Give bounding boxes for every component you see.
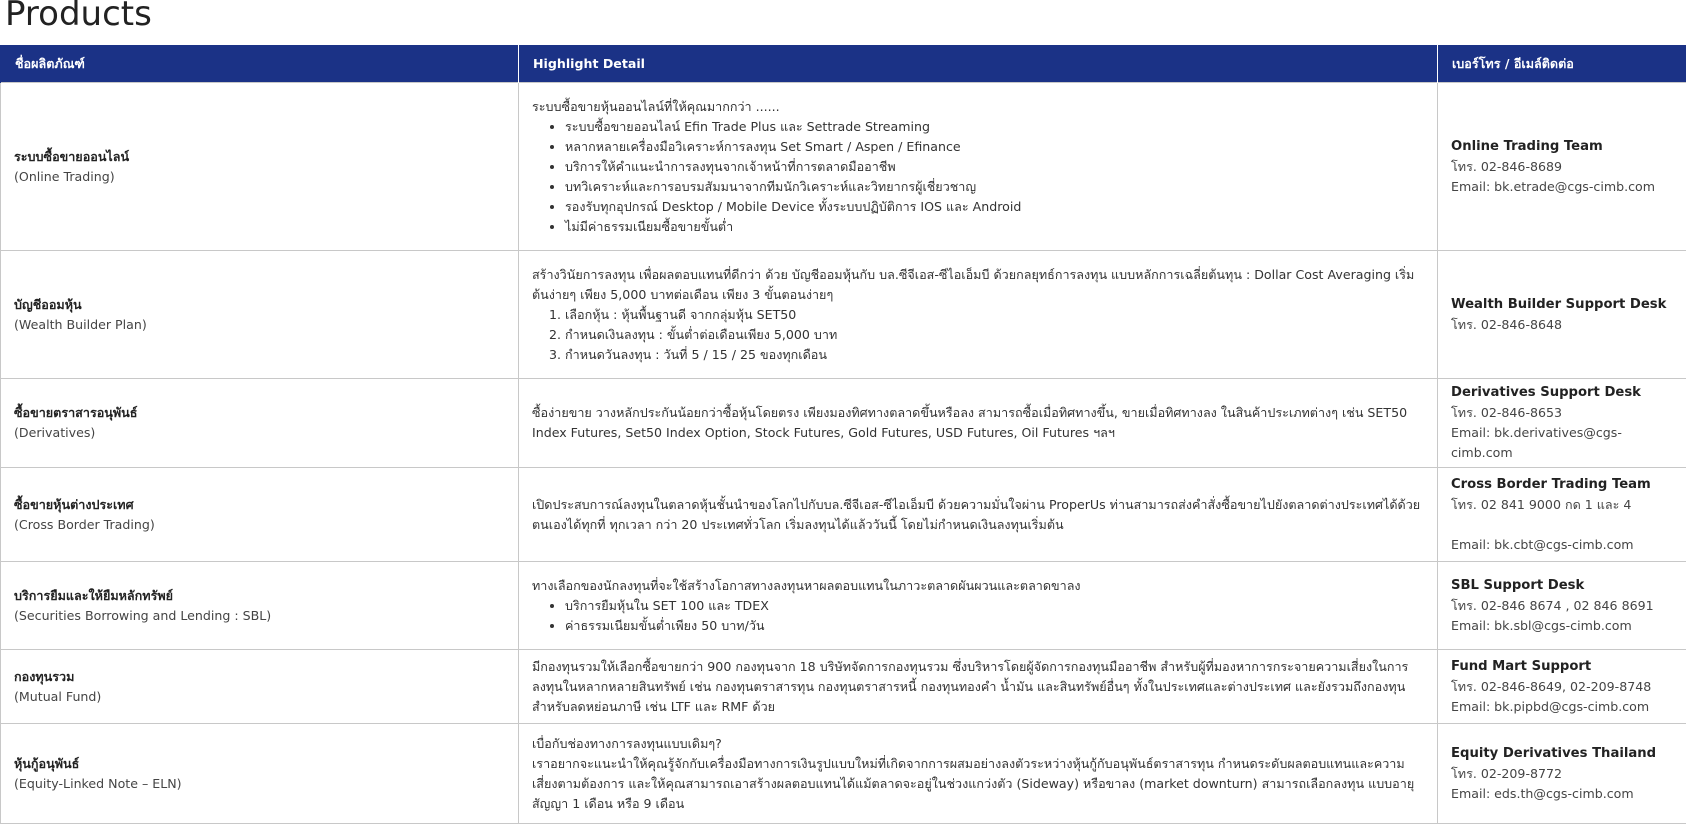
contact-team: Equity Derivatives Thailand [1451, 744, 1673, 764]
contact-phone: โทร. 02-209-8772 [1451, 764, 1673, 784]
column-header-product-name: ชื่อผลิตภัณฑ์ [1, 45, 519, 83]
contact-phone: โทร. 02-846-8648 [1451, 315, 1673, 335]
contact-email: Email: bk.derivatives@cgs-cimb.com [1451, 423, 1673, 463]
list-item: 2. กำหนดเงินลงทุน : ขั้นต่ำต่อเดือนเพียง 5,000 บาท [565, 325, 1424, 345]
highlight-detail-cell [519, 724, 1438, 824]
detail-bullet-list [532, 117, 1424, 237]
product-subtitle: (Cross Border Trading) [14, 515, 505, 535]
list-item: • บทวิเคราะห์และการอบรมสัมมนาจากทีมนักวิเคราะห์และวิทยากรผู้เชี่ยวชาญ [565, 177, 1424, 197]
product-name: หุ้นกู้อนุพันธ์ [14, 754, 505, 774]
detail-intro: ทางเลือกของนักลงทุนที่จะใช้สร้างโอกาสทางลงทุนหาผลตอบแทนในภาวะตลาดผันผวนและตลาดขาลง [532, 576, 1424, 596]
highlight-detail-cell [519, 379, 1438, 468]
product-name-cell [1, 562, 519, 650]
product-subtitle: (Online Trading) [14, 167, 505, 187]
list-item: • บริการยืมหุ้นใน SET 100 และ TDEX [565, 596, 1424, 616]
list-item: • ไม่มีค่าธรรมเนียมซื้อขายขั้นต่ำ [565, 217, 1424, 237]
contact-email: Email: bk.etrade@cgs-cimb.com [1451, 177, 1673, 197]
contact-spacer [1451, 515, 1673, 535]
detail-intro: สร้างวินัยการลงทุน เพื่อผลตอบแทนที่ดีกว่า ด้วย บัญชีออมหุ้นกับ บล.ซีจีเอส-ซีไอเอ็มบี ด้วยกลยุทธ์การลงทุน แบบหลักการเฉลี่ยต้นทุน : Dollar Cost Averaging เริ่มต้นง่ายๆ เพียง 5,000 บาทต่อเดือน เพียง 3 ขั้นตอนง่ายๆ [532, 265, 1424, 305]
product-name: กองทุนรวม [14, 667, 505, 687]
contact-email: Email: bk.sbl@cgs-cimb.com [1451, 616, 1673, 636]
detail-intro: มีกองทุนรวมให้เลือกซื้อขายกว่า 900 กองทุนจาก 18 บริษัทจัดการกองทุนรวม ซึ่งบริหารโดยผู้จัดการกองทุนมืออาชีพ สำหรับผู้ที่มองหาการกระจายความเสี่ยงในการลงทุนในหลากหลายสินทรัพย์ เช่น กองทุนตราสารทุน กองทุนตราสารหนี้ กองทุนทองคำ น้ำมัน และสินทรัพย์อื่นๆ ทั้งในประเทศและต่างประเทศ และยังรวมถึงกองทุนสำหรับลดหย่อนภาษี เช่น LTF และ RMF ด้วย [532, 657, 1424, 717]
highlight-detail-cell [519, 468, 1438, 562]
table-row [1, 251, 1686, 379]
list-item: • ระบบซื้อขายออนไลน์ Efin Trade Plus และ Settrade Streaming [565, 117, 1424, 137]
product-name: ระบบซื้อขายออนไลน์ [14, 147, 505, 167]
contact-team: Online Trading Team [1451, 137, 1673, 157]
contact-cell [1438, 251, 1686, 379]
detail-intro: เบื่อกับช่องทางการลงทุนแบบเดิมๆ? [532, 734, 1424, 754]
column-header-contact: เบอร์โทร / อีเมล์ติดต่อ [1438, 45, 1686, 83]
product-name: ซื้อขายตราสารอนุพันธ์ [14, 403, 505, 423]
highlight-detail-cell [519, 83, 1438, 251]
highlight-detail-cell [519, 251, 1438, 379]
product-subtitle: (Wealth Builder Plan) [14, 315, 505, 335]
contact-cell [1438, 650, 1686, 724]
contact-phone: โทร. 02-846-8653 [1451, 403, 1673, 423]
contact-team: Fund Mart Support [1451, 657, 1673, 677]
table-row [1, 379, 1686, 468]
list-item: • รองรับทุกอุปกรณ์ Desktop / Mobile Device ทั้งระบบปฏิบัติการ IOS และ Android [565, 197, 1424, 217]
contact-email: Email: eds.th@cgs-cimb.com [1451, 784, 1673, 804]
detail-intro: ระบบซื้อขายหุ้นออนไลน์ที่ให้คุณมากกว่า ...... [532, 97, 1424, 117]
product-subtitle: (Mutual Fund) [14, 687, 505, 707]
product-name-cell [1, 650, 519, 724]
list-item: • หลากหลายเครื่องมือวิเคราะห์การลงทุน Set Smart / Aspen / Efinance [565, 137, 1424, 157]
product-subtitle: (Derivatives) [14, 423, 505, 443]
list-item: 1. เลือกหุ้น : หุ้นพื้นฐานดี จากกลุ่มหุ้น SET50 [565, 305, 1424, 325]
contact-phone: โทร. 02-846-8649, 02-209-8748 [1451, 677, 1673, 697]
table-row [1, 83, 1686, 251]
table-row [1, 724, 1686, 824]
contact-email: Email: bk.cbt@cgs-cimb.com [1451, 535, 1673, 555]
detail-step-list [532, 305, 1424, 365]
contact-cell [1438, 83, 1686, 251]
contact-team: SBL Support Desk [1451, 576, 1673, 596]
product-name-cell [1, 724, 519, 824]
table-header-row [1, 45, 1686, 83]
contact-cell [1438, 562, 1686, 650]
product-subtitle: (Equity-Linked Note – ELN) [14, 774, 505, 794]
list-item: 3. กำหนดวันลงทุน : วันที่ 5 / 15 / 25 ของทุกเดือน [565, 345, 1424, 365]
detail-intro: ซื้อง่ายขาย วางหลักประกันน้อยกว่าซื้อหุ้นโดยตรง เพียงมองทิศทางตลาดขึ้นหรือลง สามารถซื้อเมื่อทิศทางขึ้น, ขายเมื่อทิศทางลง ในสินค้าประเภทต่างๆ เช่น SET50 Index Futures, Set50 Index Option, Stock Futures, Gold Futures, USD Futures, Oil Futures ฯลฯ [532, 403, 1424, 443]
contact-team: Derivatives Support Desk [1451, 383, 1673, 403]
contact-cell [1438, 379, 1686, 468]
detail-paragraph: เราอยากจะแนะนำให้คุณรู้จักกับเครื่องมือทางการเงินรูปแบบใหม่ที่เกิดจากการผสมอย่างลงตัวระหว่างหุ้นกู้กับอนุพันธ์ตราสารทุน กำหนดระดับผลตอบแทนและความเสี่ยงตามต้องการ และให้คุณสามารถเอาสร้างผลตอบแทนได้แม้ตลาดจะอยู่ในช่วงแกว่งตัว (Sideway) หรือขาลง (market downturn) สามารถเลือกลงทุน แบบอายุสัญญา 1 เดือน หรือ 9 เดือน [532, 754, 1424, 814]
column-header-highlight-detail: Highlight Detail [519, 45, 1438, 83]
product-subtitle: (Securities Borrowing and Lending : SBL) [14, 606, 505, 626]
list-item: • บริการให้คำแนะนำการลงทุนจากเจ้าหน้าที่การตลาดมืออาชีพ [565, 157, 1424, 177]
product-name: บัญชีออมหุ้น [14, 295, 505, 315]
contact-phone: โทร. 02-846-8689 [1451, 157, 1673, 177]
contact-cell [1438, 468, 1686, 562]
highlight-detail-cell [519, 562, 1438, 650]
contact-phone: โทร. 02-846 8674 , 02 846 8691 [1451, 596, 1673, 616]
detail-bullet-list [532, 596, 1424, 636]
table-row [1, 650, 1686, 724]
page-title: Products [5, 0, 152, 36]
highlight-detail-cell [519, 650, 1438, 724]
product-name: ซื้อขายหุ้นต่างประเทศ [14, 495, 505, 515]
contact-email: Email: bk.pipbd@cgs-cimb.com [1451, 697, 1673, 717]
products-table [0, 45, 1686, 824]
detail-intro: เปิดประสบการณ์ลงทุนในตลาดหุ้นชั้นนำของโลกไปกับบล.ซีจีเอส-ซีไอเอ็มบี ด้วยความมั่นใจผ่าน ProperUs ท่านสามารถส่งคำสั่งซื้อขายไปยังตลาดต่างประเทศได้ด้วยตนเองได้ทุกที่ ทุกเวลา กว่า 20 ประเทศทั่วโลก เริ่มลงทุนได้แล้ววันนี้ โดยไม่กำหนดเงินลงทุนเริ่มต้น [532, 495, 1424, 535]
product-name-cell [1, 468, 519, 562]
product-name-cell [1, 83, 519, 251]
contact-team: Cross Border Trading Team [1451, 475, 1673, 495]
contact-phone: โทร. 02 841 9000 กด 1 และ 4 [1451, 495, 1673, 515]
table-row [1, 562, 1686, 650]
list-item: • ค่าธรรมเนียมขั้นต่ำเพียง 50 บาท/วัน [565, 616, 1424, 636]
contact-cell [1438, 724, 1686, 824]
product-name: บริการยืมและให้ยืมหลักทรัพย์ [14, 586, 505, 606]
product-name-cell [1, 379, 519, 468]
product-name-cell [1, 251, 519, 379]
contact-team: Wealth Builder Support Desk [1451, 295, 1673, 315]
table-row [1, 468, 1686, 562]
